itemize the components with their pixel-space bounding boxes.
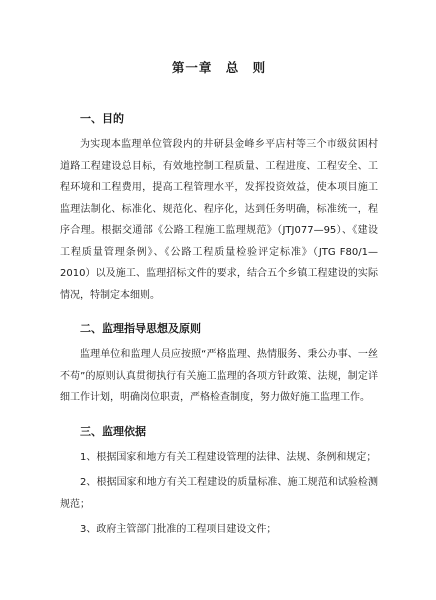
- paragraph: 监理单位和监理人员应按照“严格监理、热情服务、秉公办事、一丝不苟”的原则认真贯彻执行有关施工监理的各项方针政策、法规，制定详细工作计划，明确岗位职责，严格检查制度，努力做好施工监理工作。: [60, 349, 378, 403]
- list-item: 2、根据国家和地方有关工程建设的质量标准、施工规范和试验检测规范；: [60, 477, 378, 510]
- list-item: 1、根据国家和地方有关工程建设管理的法律、法规、条例和规定；: [80, 451, 377, 463]
- section-heading: 二、监理指导思想及原则: [80, 322, 201, 335]
- chapter-title: 第一章 总 则: [171, 60, 267, 75]
- section-basis: [60, 423, 378, 541]
- list-item: 3、政府主管部门批准的工程项目建设文件；: [80, 524, 277, 535]
- section-purpose: [60, 110, 378, 306]
- section-heading: 一、目的: [80, 112, 124, 125]
- section-heading: 三、监理依据: [80, 424, 146, 438]
- paragraph: 为实现本监理单位管段内的井研县金峰乡平店村等三个市级贫困村道路工程建设总目标，有效地控制工程质量、工程进度、工程安全、工程环境和工程费用，提高工程管理水平，发挥投资效益，使本项目施工监理法制化、标准化、规范化、程序化，达到任务明确，标准统一，程序合理。根据交通部《公路工程施工监理规范》（JTJ077—95）、《建设工程质量管理条例》、《公路工程质量检验评定标准》（JTG F80/1—2010）以及施工、监理招标文件的要求，结合五个乡镇工程建设的实际情况，特制定本细则。: [60, 139, 378, 301]
- section-guiding-principles: [60, 320, 378, 409]
